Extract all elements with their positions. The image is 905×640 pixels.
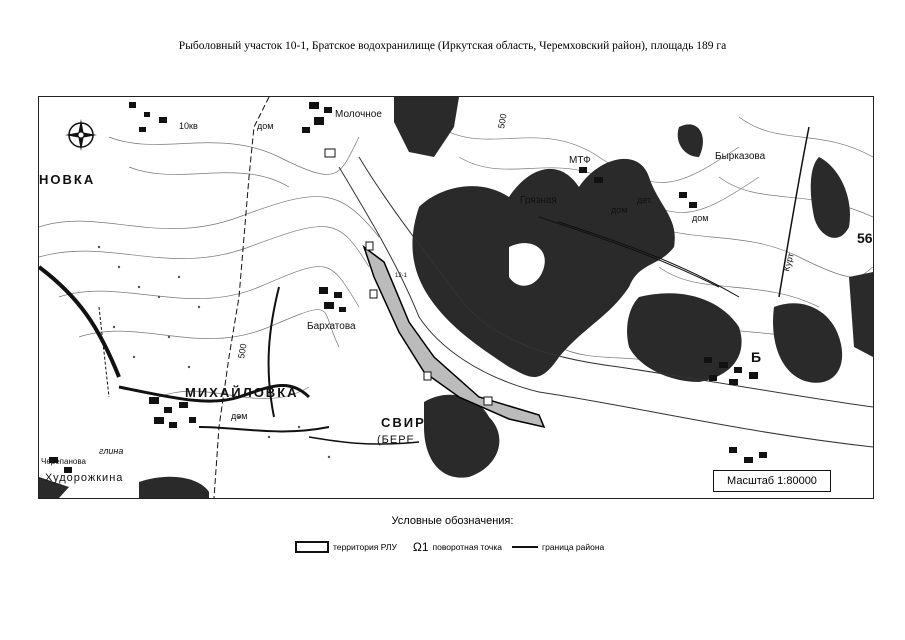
label-dom-2: дом [611,205,628,215]
label-gryaznaya: Грязная [520,195,557,206]
legend-point-label: поворотная точка [432,542,502,552]
label-bere: (БЕРЕ [377,434,415,446]
legend [295,537,608,557]
label-novka: НОВКА [39,172,96,187]
compass-rose-icon [65,119,97,151]
label-mikhaylovka: МИХАЙЛОВКА [185,385,299,400]
label-molochnoe: Молочное [335,109,382,120]
legend-title: Условные обозначения: [391,515,514,527]
label-svir: СВИР [381,415,426,430]
label-b: Б [751,349,762,365]
label-barkhatova: Бархатова [307,321,356,332]
label-dom-3: дом [692,213,709,223]
label-500-b: 500 [236,342,249,360]
territory-swatch-icon [295,541,329,553]
label-12-1: 12-1 [395,273,408,279]
label-dom-4: дом [231,411,248,421]
label-det: дет. [637,195,653,205]
label-500-a: 500 [496,112,509,130]
turning-point-icon: Ω1 [412,540,429,554]
legend-territory-label: территория РЛУ [333,542,397,552]
district-border [214,97,269,498]
label-mtf: МТФ [569,155,591,166]
legend-border-label: граница района [541,542,605,552]
map-title: Рыболовный участок 10-1, Братское водохранилище (Иркутская область, Черемховский район), площадь 189 га [178,40,727,52]
topographic-map[interactable] [38,96,874,499]
label-khudorozhkina: Худорожкина [45,472,124,484]
terrain-dots [98,246,330,458]
scale-label: Масштаб 1:80000 [713,470,831,492]
label-dom-1: дом [257,121,274,131]
label-10kv: 10кв [179,121,198,131]
label-kurt: Курт [781,251,796,273]
label-glina: глина [99,446,124,456]
label-byrgazova: Бырказова [715,151,766,162]
border-line-icon [512,546,538,548]
label-cheremnova: Черепанова [41,457,86,466]
label-56: 56 [857,230,873,246]
map-svg [39,97,873,498]
